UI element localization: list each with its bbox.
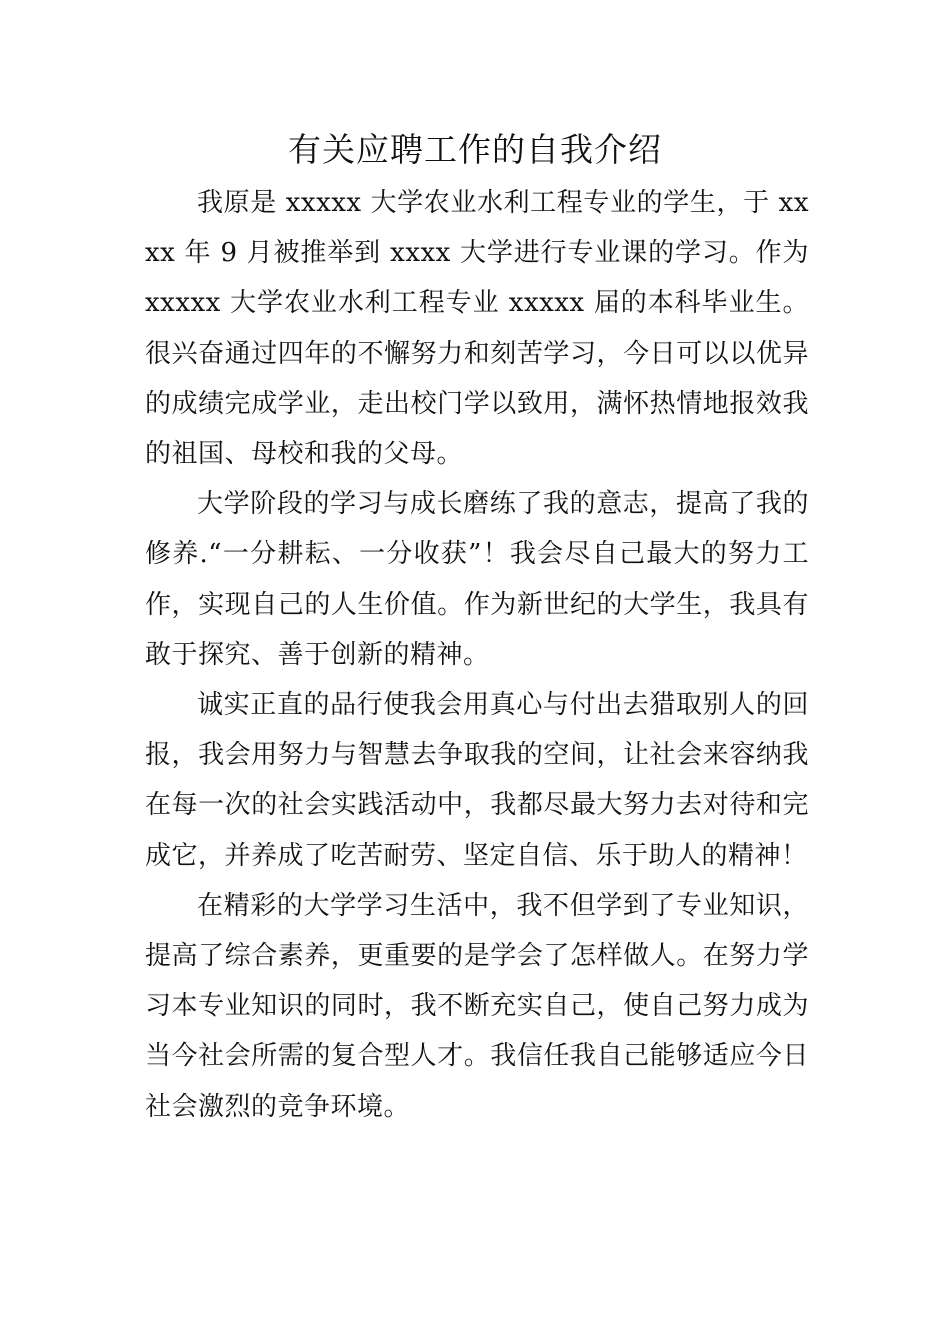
paragraph: 诚实正直的品行使我会用真心与付出去猎取别人的回报，我会用努力与智慧去争取我的空间，让社会来容纳我在每一次的社会实践活动中，我都尽最大努力去对待和完成它，并养成了吃苦耐劳、坚定自信、乐于助人的精神！: [145, 690, 809, 871]
paragraph: 我原是 xxxxx 大学农业水利工程专业的学生，于 xxxx 年 9 月被推举到 xxxx 大学进行专业课的学习。作为 xxxxx 大学农业水利工程专业 xxxxx 届的本科毕业生。很兴奋通过四年的不懈努力和刻苦学习，今日可以以优异的成绩完成学业，走出校门学以致用，满怀热情地报效我的祖国、母校和我的父母。: [145, 188, 809, 470]
paragraph: 在精彩的大学学习生活中，我不但学到了专业知识，提高了综合素养，更重要的是学会了怎样做人。在努力学习本专业知识的同时，我不断充实自己，使自己努力成为当今社会所需的复合型人才。我信任我自己能够适应今日社会激烈的竞争环境。: [145, 890, 809, 1122]
document-title: 有关应聘工作的自我介绍: [288, 130, 662, 169]
paragraph: 大学阶段的学习与成长磨练了我的意志，提高了我的修养.“一分耕耘、一分收获”！我会尽自己最大的努力工作，实现自己的人生价值。作为新世纪的大学生，我具有敢于探究、善于创新的精神。: [145, 489, 809, 670]
document-body: [145, 178, 809, 1132]
